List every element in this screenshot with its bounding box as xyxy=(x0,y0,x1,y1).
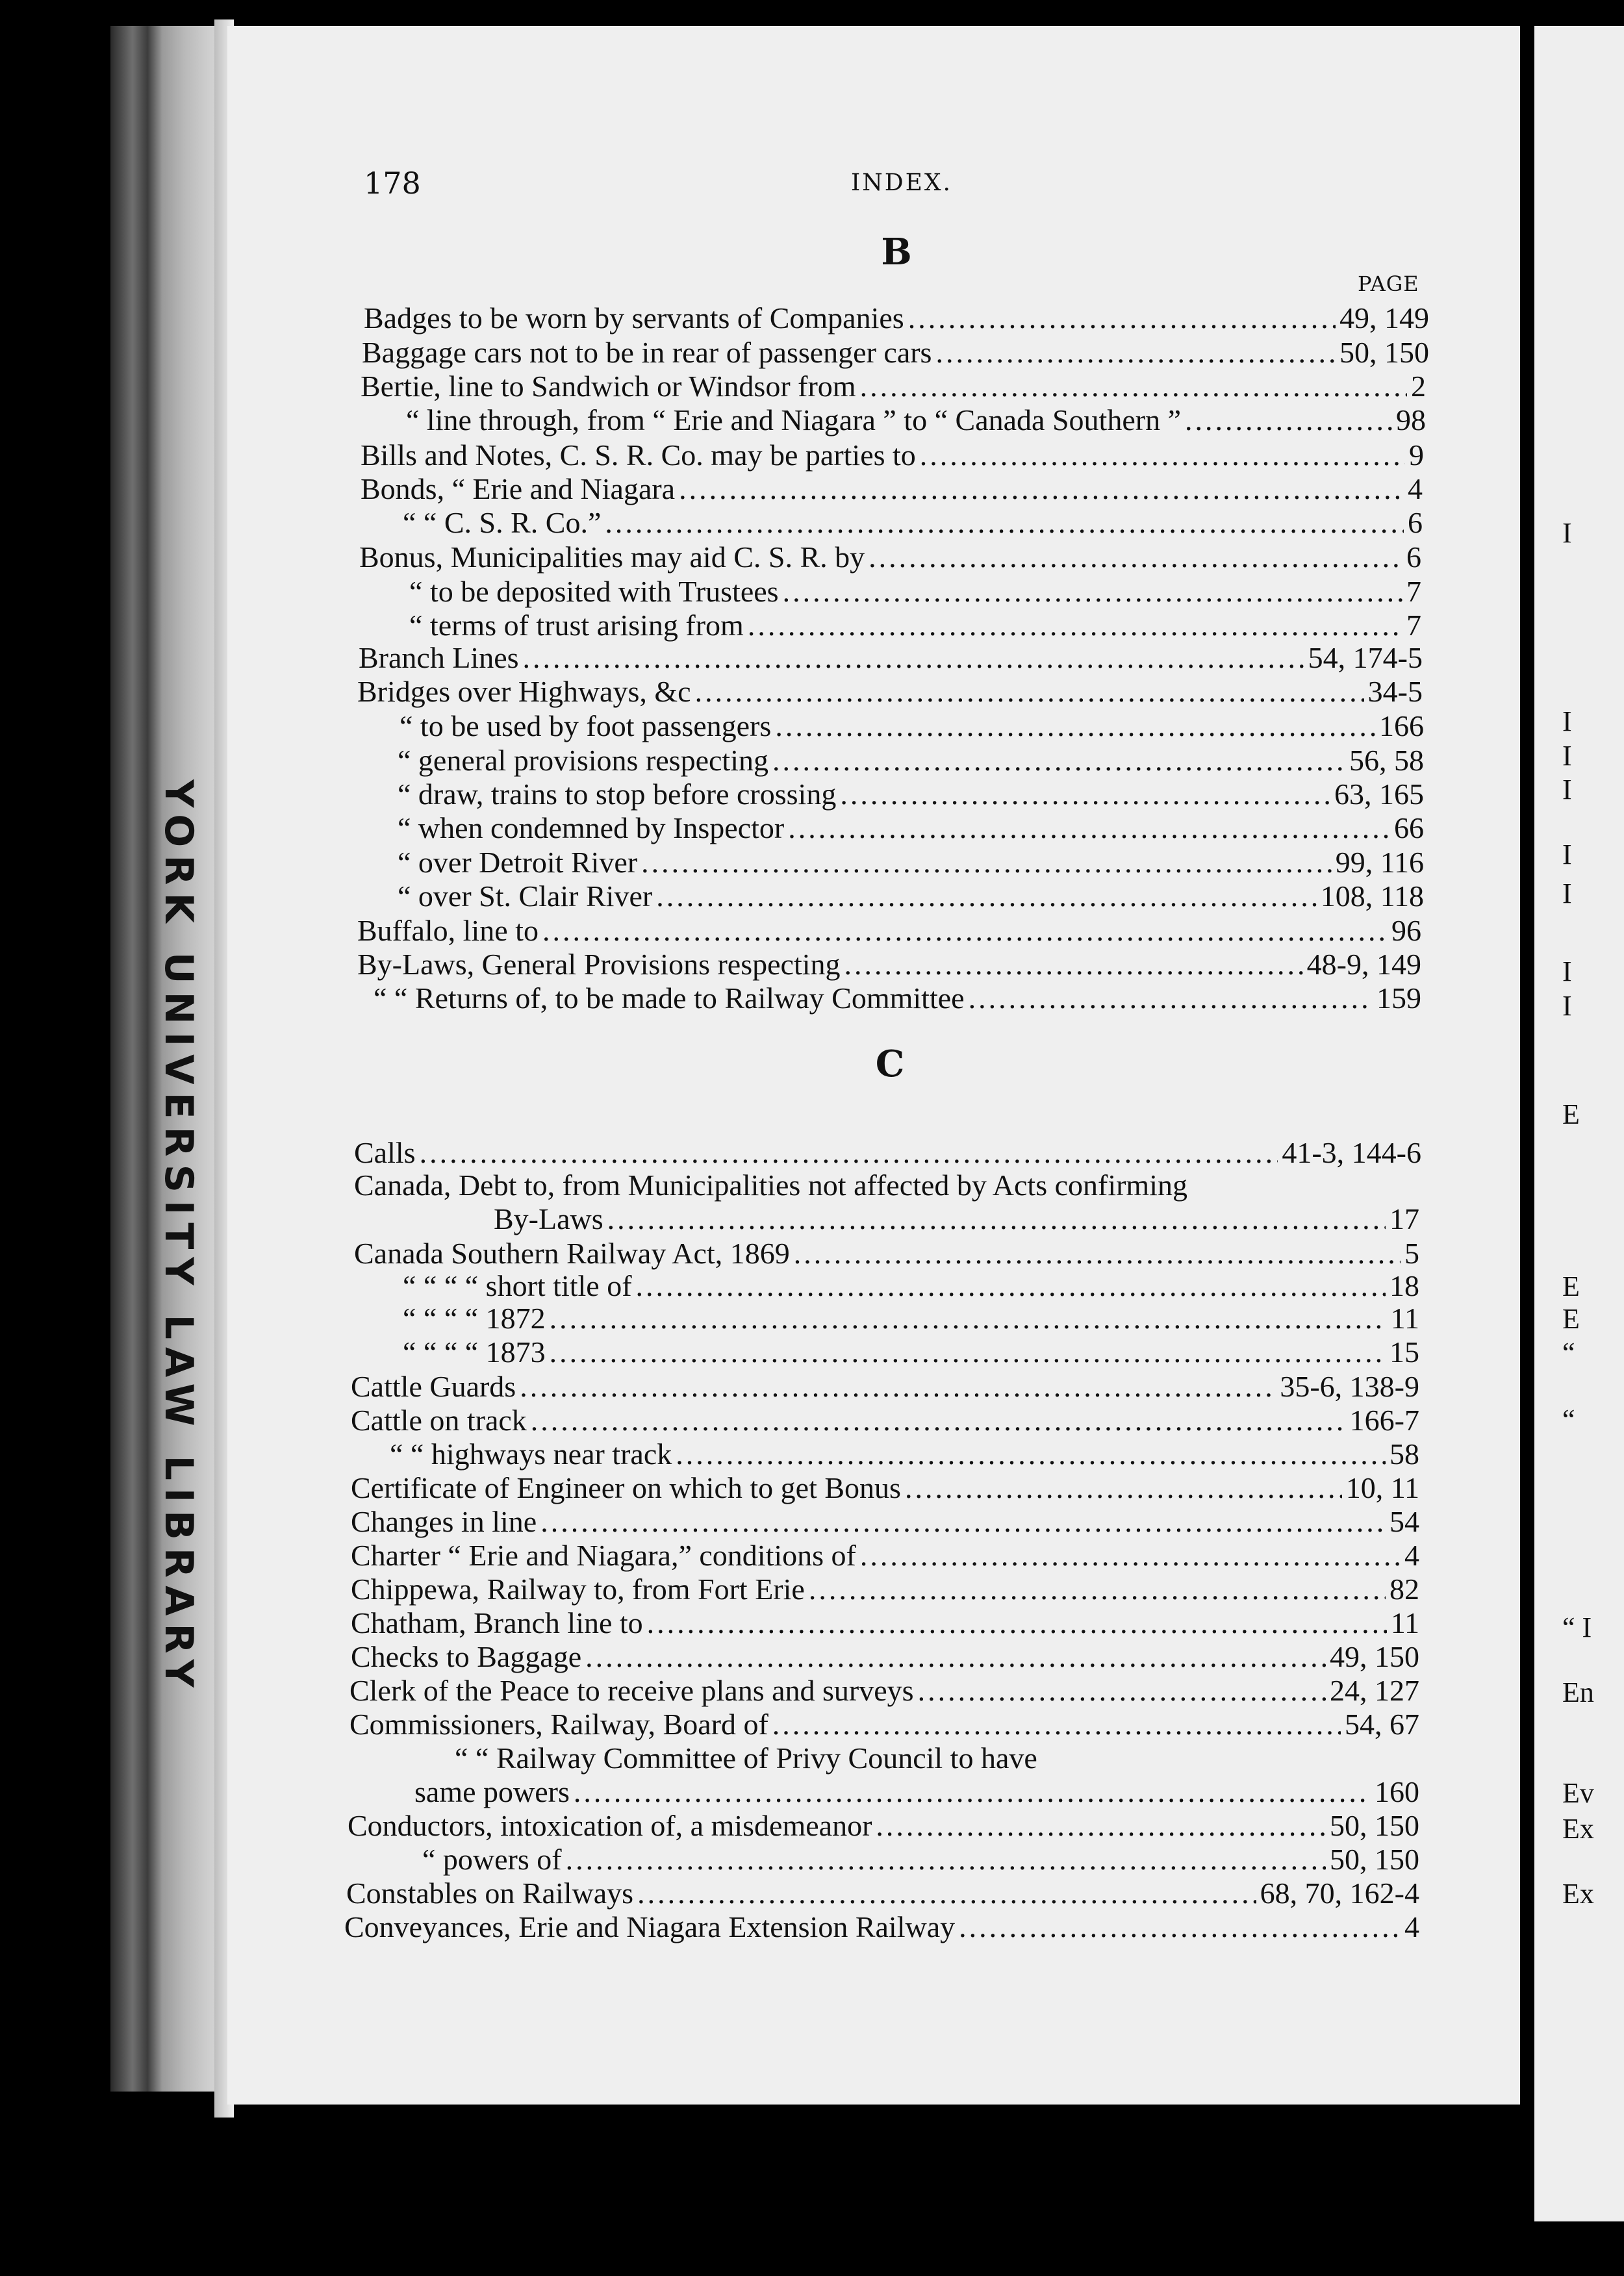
leader-dots xyxy=(772,1708,1341,1741)
index-entry xyxy=(403,1270,1419,1302)
entry-text: Commissioners, Railway, Board of xyxy=(349,1708,768,1741)
entry-pages: 50, 150 xyxy=(1339,336,1429,369)
leader-dots xyxy=(969,982,1373,1015)
index-entry xyxy=(359,642,1423,674)
index-entry xyxy=(398,880,1424,913)
leader-dots xyxy=(844,948,1303,981)
entry-pages: 41-3, 144-6 xyxy=(1282,1137,1421,1169)
entry-text: Charter “ Erie and Niagara,” conditions of xyxy=(351,1539,856,1572)
facing-page-fragment: “ xyxy=(1562,1404,1575,1435)
entry-pages: 34-5 xyxy=(1367,676,1423,708)
entry-pages: 108, 118 xyxy=(1320,880,1424,913)
index-entry xyxy=(349,1708,1419,1741)
entry-pages: 68, 70, 162-4 xyxy=(1260,1877,1419,1910)
index-entry xyxy=(403,1302,1419,1335)
leader-dots xyxy=(520,1371,1276,1403)
leader-dots xyxy=(676,1438,1386,1471)
leader-dots xyxy=(748,609,1402,642)
index-entry xyxy=(361,370,1426,403)
leader-dots xyxy=(905,1472,1342,1504)
leader-dots xyxy=(788,812,1390,844)
entry-text: “ terms of trust arising from xyxy=(409,609,744,642)
library-stamp: YORK UNIVERSITY LAW LIBRARY xyxy=(156,779,201,1695)
entry-text: Buffalo, line to xyxy=(357,915,539,947)
entry-pages: 96 xyxy=(1391,915,1421,947)
entry-text: Bills and Notes, C. S. R. Co. may be parties to xyxy=(361,439,916,472)
index-entry xyxy=(351,1539,1419,1572)
entry-pages: 11 xyxy=(1390,1607,1419,1639)
entry-text: By-Laws, General Provisions respecting xyxy=(357,948,841,981)
entry-text: Cattle on track xyxy=(351,1404,527,1437)
entry-text: Bridges over Highways, &c xyxy=(357,676,691,708)
entry-pages: 4 xyxy=(1408,473,1423,505)
entry-pages: 49, 149 xyxy=(1339,302,1429,335)
entry-pages: 7 xyxy=(1406,575,1421,608)
leader-dots xyxy=(636,1270,1386,1302)
entry-text: Canada, Debt to, from Municipalities not affected by Acts confirming xyxy=(354,1169,1187,1202)
facing-page-fragment: E xyxy=(1562,1303,1580,1335)
entry-pages: 160 xyxy=(1375,1776,1419,1808)
entry-text: Baggage cars not to be in rear of passenger cars xyxy=(362,336,932,369)
index-entry xyxy=(348,1810,1419,1842)
entry-pages: 54, 67 xyxy=(1345,1708,1419,1741)
leader-dots xyxy=(1185,404,1392,436)
entry-text: Chippewa, Railway to, from Fort Erie xyxy=(351,1573,805,1606)
leader-dots xyxy=(869,541,1402,574)
entry-text: Cattle Guards xyxy=(351,1371,516,1403)
index-entry xyxy=(357,915,1421,947)
entry-pages: 6 xyxy=(1406,541,1421,574)
index-entry xyxy=(362,336,1429,369)
entry-pages: 58 xyxy=(1389,1438,1419,1471)
entry-text: Calls xyxy=(354,1137,416,1169)
entry-pages: 7 xyxy=(1406,609,1421,642)
index-entry xyxy=(354,1237,1419,1270)
index-entry xyxy=(354,1137,1421,1169)
facing-page-fragment: E xyxy=(1562,1098,1580,1130)
facing-page-fragment: Ev xyxy=(1562,1777,1594,1809)
index-entry xyxy=(398,812,1424,844)
index-entry xyxy=(414,1776,1419,1808)
leader-dots xyxy=(959,1911,1401,1943)
index-entry xyxy=(357,676,1423,708)
entry-text: “ to be used by foot passengers xyxy=(400,710,772,742)
entry-text: Certificate of Engineer on which to get Bonus xyxy=(351,1472,901,1504)
facing-page-fragment: “ xyxy=(1562,1337,1575,1369)
facing-page-fragment: I xyxy=(1562,955,1572,987)
entry-text: Constables on Railways xyxy=(346,1877,634,1910)
entry-pages: 56, 58 xyxy=(1349,744,1424,777)
index-entry xyxy=(351,1472,1419,1504)
entry-pages: 48-9, 149 xyxy=(1306,948,1421,981)
entry-pages: 49, 150 xyxy=(1330,1641,1419,1673)
facing-page-fragment: I xyxy=(1562,705,1572,737)
leader-dots xyxy=(542,915,1388,947)
leader-dots xyxy=(540,1506,1386,1538)
index-entry xyxy=(398,778,1424,811)
leader-dots xyxy=(523,642,1304,674)
leader-dots xyxy=(809,1573,1386,1606)
index-entry xyxy=(398,846,1424,879)
entry-text: Bertie, line to Sandwich or Windsor from xyxy=(361,370,856,403)
index-entry xyxy=(361,439,1424,472)
index-entry xyxy=(349,1675,1419,1707)
entry-pages: 11 xyxy=(1390,1302,1419,1335)
leader-dots xyxy=(585,1641,1326,1673)
index-entry xyxy=(361,473,1423,505)
leader-dots xyxy=(420,1137,1278,1169)
entry-text: “ “ C. S. R. Co.” xyxy=(403,507,602,539)
entry-pages: 159 xyxy=(1377,982,1421,1015)
entry-text: “ powers of xyxy=(422,1843,562,1876)
entry-pages: 24, 127 xyxy=(1330,1675,1419,1707)
index-entry xyxy=(351,1573,1419,1606)
leader-dots xyxy=(772,744,1345,777)
entry-pages: 5 xyxy=(1404,1237,1419,1270)
entry-pages: 4 xyxy=(1404,1539,1419,1572)
index-entry xyxy=(364,302,1429,335)
leader-dots xyxy=(566,1843,1326,1876)
facing-page-fragment: En xyxy=(1562,1676,1594,1708)
index-entry xyxy=(354,1169,1421,1202)
facing-page-fragment: I xyxy=(1562,839,1572,870)
leader-dots xyxy=(574,1776,1371,1808)
entry-pages: 9 xyxy=(1409,439,1424,472)
entry-text: Clerk of the Peace to receive plans and surveys xyxy=(349,1675,914,1707)
facing-page-fragment: I xyxy=(1562,740,1572,772)
index-entry xyxy=(400,710,1424,742)
leader-dots xyxy=(656,880,1317,913)
entry-pages: 98 xyxy=(1396,404,1426,436)
entry-text: Badges to be worn by servants of Companies xyxy=(364,302,904,335)
entry-text: “ draw, trains to stop before crossing xyxy=(398,778,837,811)
entry-pages: 99, 116 xyxy=(1335,846,1424,879)
facing-page-fragment: I xyxy=(1562,517,1572,549)
index-entry xyxy=(344,1911,1419,1943)
leader-dots xyxy=(607,1203,1386,1235)
index-entry xyxy=(351,1641,1419,1673)
index-entry xyxy=(357,948,1421,981)
facing-page-fragment: I xyxy=(1562,878,1572,909)
leader-dots xyxy=(695,676,1364,708)
running-head: INDEX. xyxy=(851,170,952,196)
entry-pages: 63, 165 xyxy=(1334,778,1424,811)
facing-page-fragment: I xyxy=(1562,774,1572,805)
entry-text: “ line through, from “ Erie and Niagara ” to “ Canada Southern ” xyxy=(406,404,1181,436)
index-entry xyxy=(455,1742,1364,1775)
entry-pages: 66 xyxy=(1394,812,1424,844)
entry-pages: 15 xyxy=(1389,1336,1419,1369)
leader-dots xyxy=(775,710,1375,742)
entry-pages: 50, 150 xyxy=(1330,1810,1419,1842)
entry-text: “ “ Returns of, to be made to Railway Committee xyxy=(374,982,965,1015)
facing-page-fragment: Ex xyxy=(1562,1813,1594,1845)
index-entry xyxy=(346,1877,1419,1910)
index-entry xyxy=(359,541,1421,574)
index-entry xyxy=(409,575,1421,608)
index-entry xyxy=(409,609,1421,642)
leader-dots xyxy=(840,778,1330,811)
leader-dots xyxy=(605,507,1404,539)
entry-pages: 18 xyxy=(1389,1270,1419,1302)
entry-text: “ “ Railway Committee of Privy Council to have xyxy=(455,1742,1037,1775)
page-column-label: PAGE xyxy=(1358,272,1419,296)
leader-dots xyxy=(637,1877,1256,1910)
leader-dots xyxy=(531,1404,1346,1437)
leader-dots xyxy=(935,336,1336,369)
leader-dots xyxy=(783,575,1402,608)
entry-pages: 6 xyxy=(1408,507,1423,539)
entry-text: “ “ “ “ short title of xyxy=(403,1270,632,1302)
entry-text: Chatham, Branch line to xyxy=(351,1607,643,1639)
index-entry xyxy=(403,1336,1419,1369)
leader-dots xyxy=(647,1607,1387,1639)
section-letter-c: C xyxy=(875,1043,905,1085)
index-entry xyxy=(398,744,1424,777)
entry-text: Changes in line xyxy=(351,1506,537,1538)
entry-pages: 54 xyxy=(1389,1506,1419,1538)
leader-dots xyxy=(641,846,1332,879)
leader-dots xyxy=(918,1675,1326,1707)
leader-dots xyxy=(908,302,1336,335)
entry-pages: 166-7 xyxy=(1349,1404,1419,1437)
index-entry xyxy=(351,1371,1419,1403)
entry-pages: 50, 150 xyxy=(1330,1843,1419,1876)
entry-text: Bonds, “ Erie and Niagara xyxy=(361,473,676,505)
entry-text: “ over St. Clair River xyxy=(398,880,653,913)
leader-dots xyxy=(550,1302,1387,1335)
entry-text: “ when condemned by Inspector xyxy=(398,812,785,844)
entry-pages: 2 xyxy=(1411,370,1426,403)
entry-text: Checks to Baggage xyxy=(351,1641,582,1673)
leader-dots xyxy=(679,473,1404,505)
entry-text: “ “ “ “ 1873 xyxy=(403,1336,546,1369)
entry-text: Branch Lines xyxy=(359,642,519,674)
entry-text: same powers xyxy=(414,1776,570,1808)
index-entry xyxy=(351,1506,1419,1538)
facing-page-fragment: “ I xyxy=(1562,1612,1592,1643)
entry-text: Canada Southern Railway Act, 1869 xyxy=(354,1237,790,1270)
leader-dots xyxy=(794,1237,1401,1270)
index-entry xyxy=(403,507,1423,539)
index-entry xyxy=(390,1438,1419,1471)
leader-dots xyxy=(860,1539,1401,1572)
entry-pages: 166 xyxy=(1379,710,1424,742)
leader-dots xyxy=(876,1810,1326,1842)
index-entry xyxy=(422,1843,1419,1876)
index-entry xyxy=(374,982,1421,1015)
entry-text: Conductors, intoxication of, a misdemeanor xyxy=(348,1810,872,1842)
entry-text: “ “ highways near track xyxy=(390,1438,672,1471)
section-letter-b: B xyxy=(881,231,912,273)
facing-page-fragment: Ex xyxy=(1562,1878,1594,1910)
entry-text: Conveyances, Erie and Niagara Extension Railway xyxy=(344,1911,956,1943)
entry-pages: 4 xyxy=(1404,1911,1419,1943)
entry-pages: 10, 11 xyxy=(1345,1472,1419,1504)
index-entry xyxy=(351,1404,1419,1437)
facing-page-fragment: E xyxy=(1562,1271,1580,1302)
index-entry xyxy=(351,1607,1419,1639)
entry-text: Bonus, Municipalities may aid C. S. R. by xyxy=(359,541,865,574)
entry-pages: 54, 174-5 xyxy=(1308,642,1423,674)
index-entry xyxy=(494,1203,1419,1235)
entry-pages: 35-6, 138-9 xyxy=(1280,1371,1419,1403)
entry-text: “ “ “ “ 1872 xyxy=(403,1302,546,1335)
entry-text: “ to be deposited with Trustees xyxy=(409,575,779,608)
entry-text: “ general provisions respecting xyxy=(398,744,768,777)
entry-pages: 17 xyxy=(1389,1203,1419,1235)
entry-pages: 82 xyxy=(1389,1573,1419,1606)
entry-text: “ over Detroit River xyxy=(398,846,638,879)
leader-dots xyxy=(920,439,1405,472)
page-number: 178 xyxy=(364,166,421,201)
index-entry xyxy=(406,404,1426,436)
entry-text: By-Laws xyxy=(494,1203,603,1235)
leader-dots xyxy=(550,1336,1386,1369)
leader-dots xyxy=(860,370,1407,403)
facing-page-fragment: I xyxy=(1562,990,1572,1022)
